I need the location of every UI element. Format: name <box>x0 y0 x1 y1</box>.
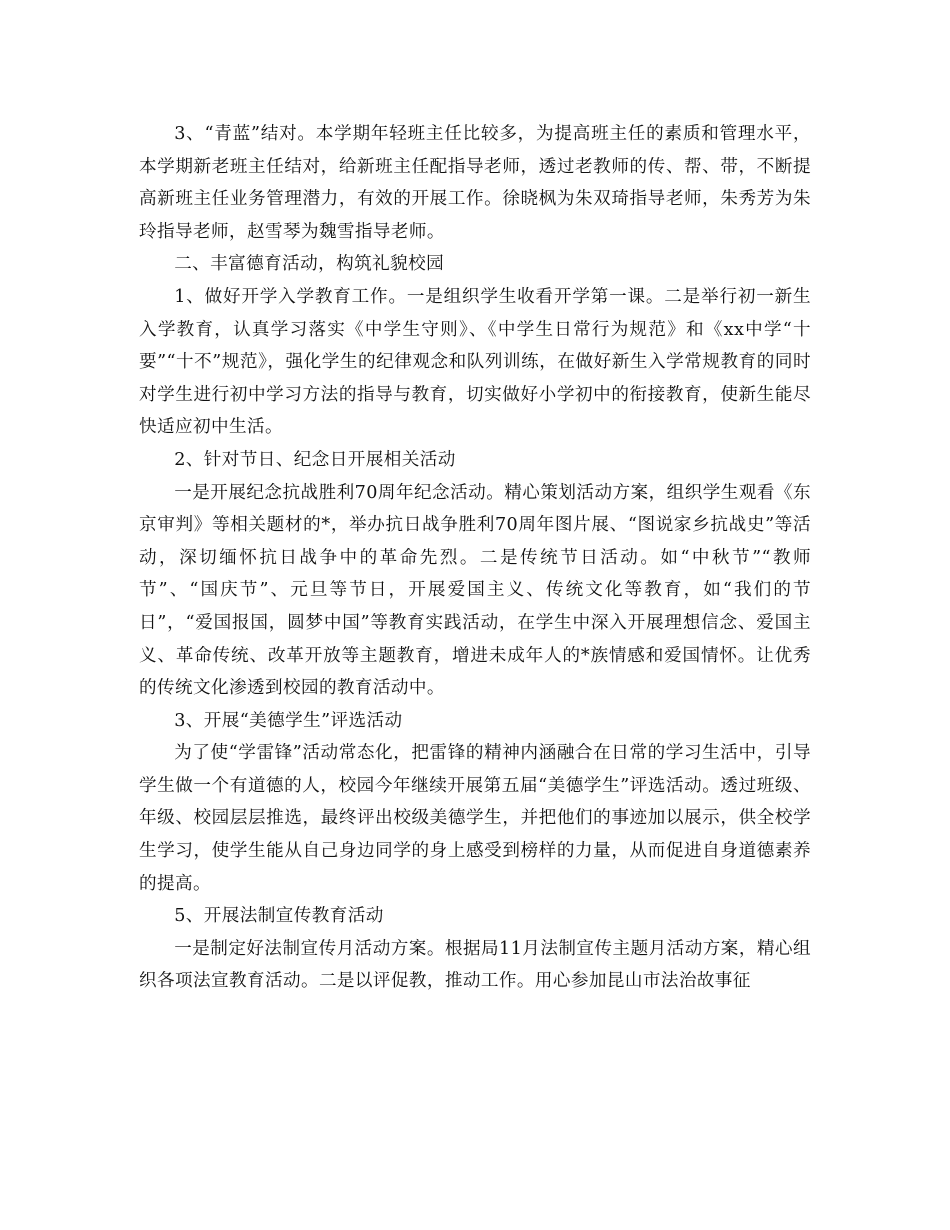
paragraph-enrollment-education: 1、做好开学入学教育工作。一是组织学生收看开学第一课。二是举行初一新生入学教育，认真学习落实《中学生守则》、《中学生日常行为规范》和《xx中学“十要”“十不”规范》，强化学生的纪律观念和队列训练，在做好新生入学常规教育的同时对学生进行初中学习方法的指导与教育，切实做好小学初中的衔接教育，使新生能尽快适应初中生活。 <box>139 286 811 438</box>
paragraph-holiday-activities: 一是开展纪念抗战胜利70周年纪念活动。精心策划活动方案，组织学生观看《东京审判》等相关题材的*，举办抗日战争胜利70周年图片展、“图说家乡抗战史”等活动，深切缅怀抗日战争中的革命先烈。二是传统节日活动。如“中秋节”“教师节”、“国庆节”、元旦等节日，开展爱国主义、传统文化等教育，如“我们的节日”，“爱国报国，圆梦中国”等教育实践活动，在学生中深入开展理想信念、爱国主义、革命传统、改革开放等主题教育，增进未成年人的*族情感和爱国情怀。让优秀的传统文化渗透到校园的教育活动中。 <box>139 482 811 699</box>
paragraph-mentor-pairing: 3、“青蓝”结对。本学期年轻班主任比较多，为提高班主任的素质和管理水平，本学期新老班主任结对，给新班主任配指导老师，透过老教师的传、帮、带，不断提高新班主任业务管理潜力，有效的开展工作。徐晓枫为朱双琦指导老师，朱秀芳为朱玲指导老师，赵雪琴为魏雪指导老师。 <box>139 124 811 242</box>
paragraph-legal-education: 一是制定好法制宣传月活动方案。根据局11月法制宣传主题月活动方案，精心组织各项法宣教育活动。二是以评促教，推动工作。用心参加昆山市法治故事征 <box>139 938 811 992</box>
section-heading-moral-activities: 二、丰富德育活动，构筑礼貌校园 <box>174 254 445 275</box>
subheading-virtue-student: 3、开展“美德学生”评选活动 <box>174 710 403 731</box>
document-body <box>139 118 811 998</box>
subheading-holiday-activities: 2、针对节日、纪念日开展相关活动 <box>174 449 456 470</box>
subheading-legal-education: 5、开展法制宣传教育活动 <box>174 906 384 927</box>
paragraph-virtue-student: 为了使“学雷锋”活动常态化，把雷锋的精神内涵融合在日常的学习生活中，引导学生做一个有道德的人，校园今年继续开展第五届“美德学生”评选活动。透过班级、年级、校园层层推选，最终评出校级美德学生，并把他们的事迹加以展示，供全校学生学习，使学生能从自己身边同学的身上感受到榜样的力量，从而促进自身道德素养的提高。 <box>139 743 811 894</box>
